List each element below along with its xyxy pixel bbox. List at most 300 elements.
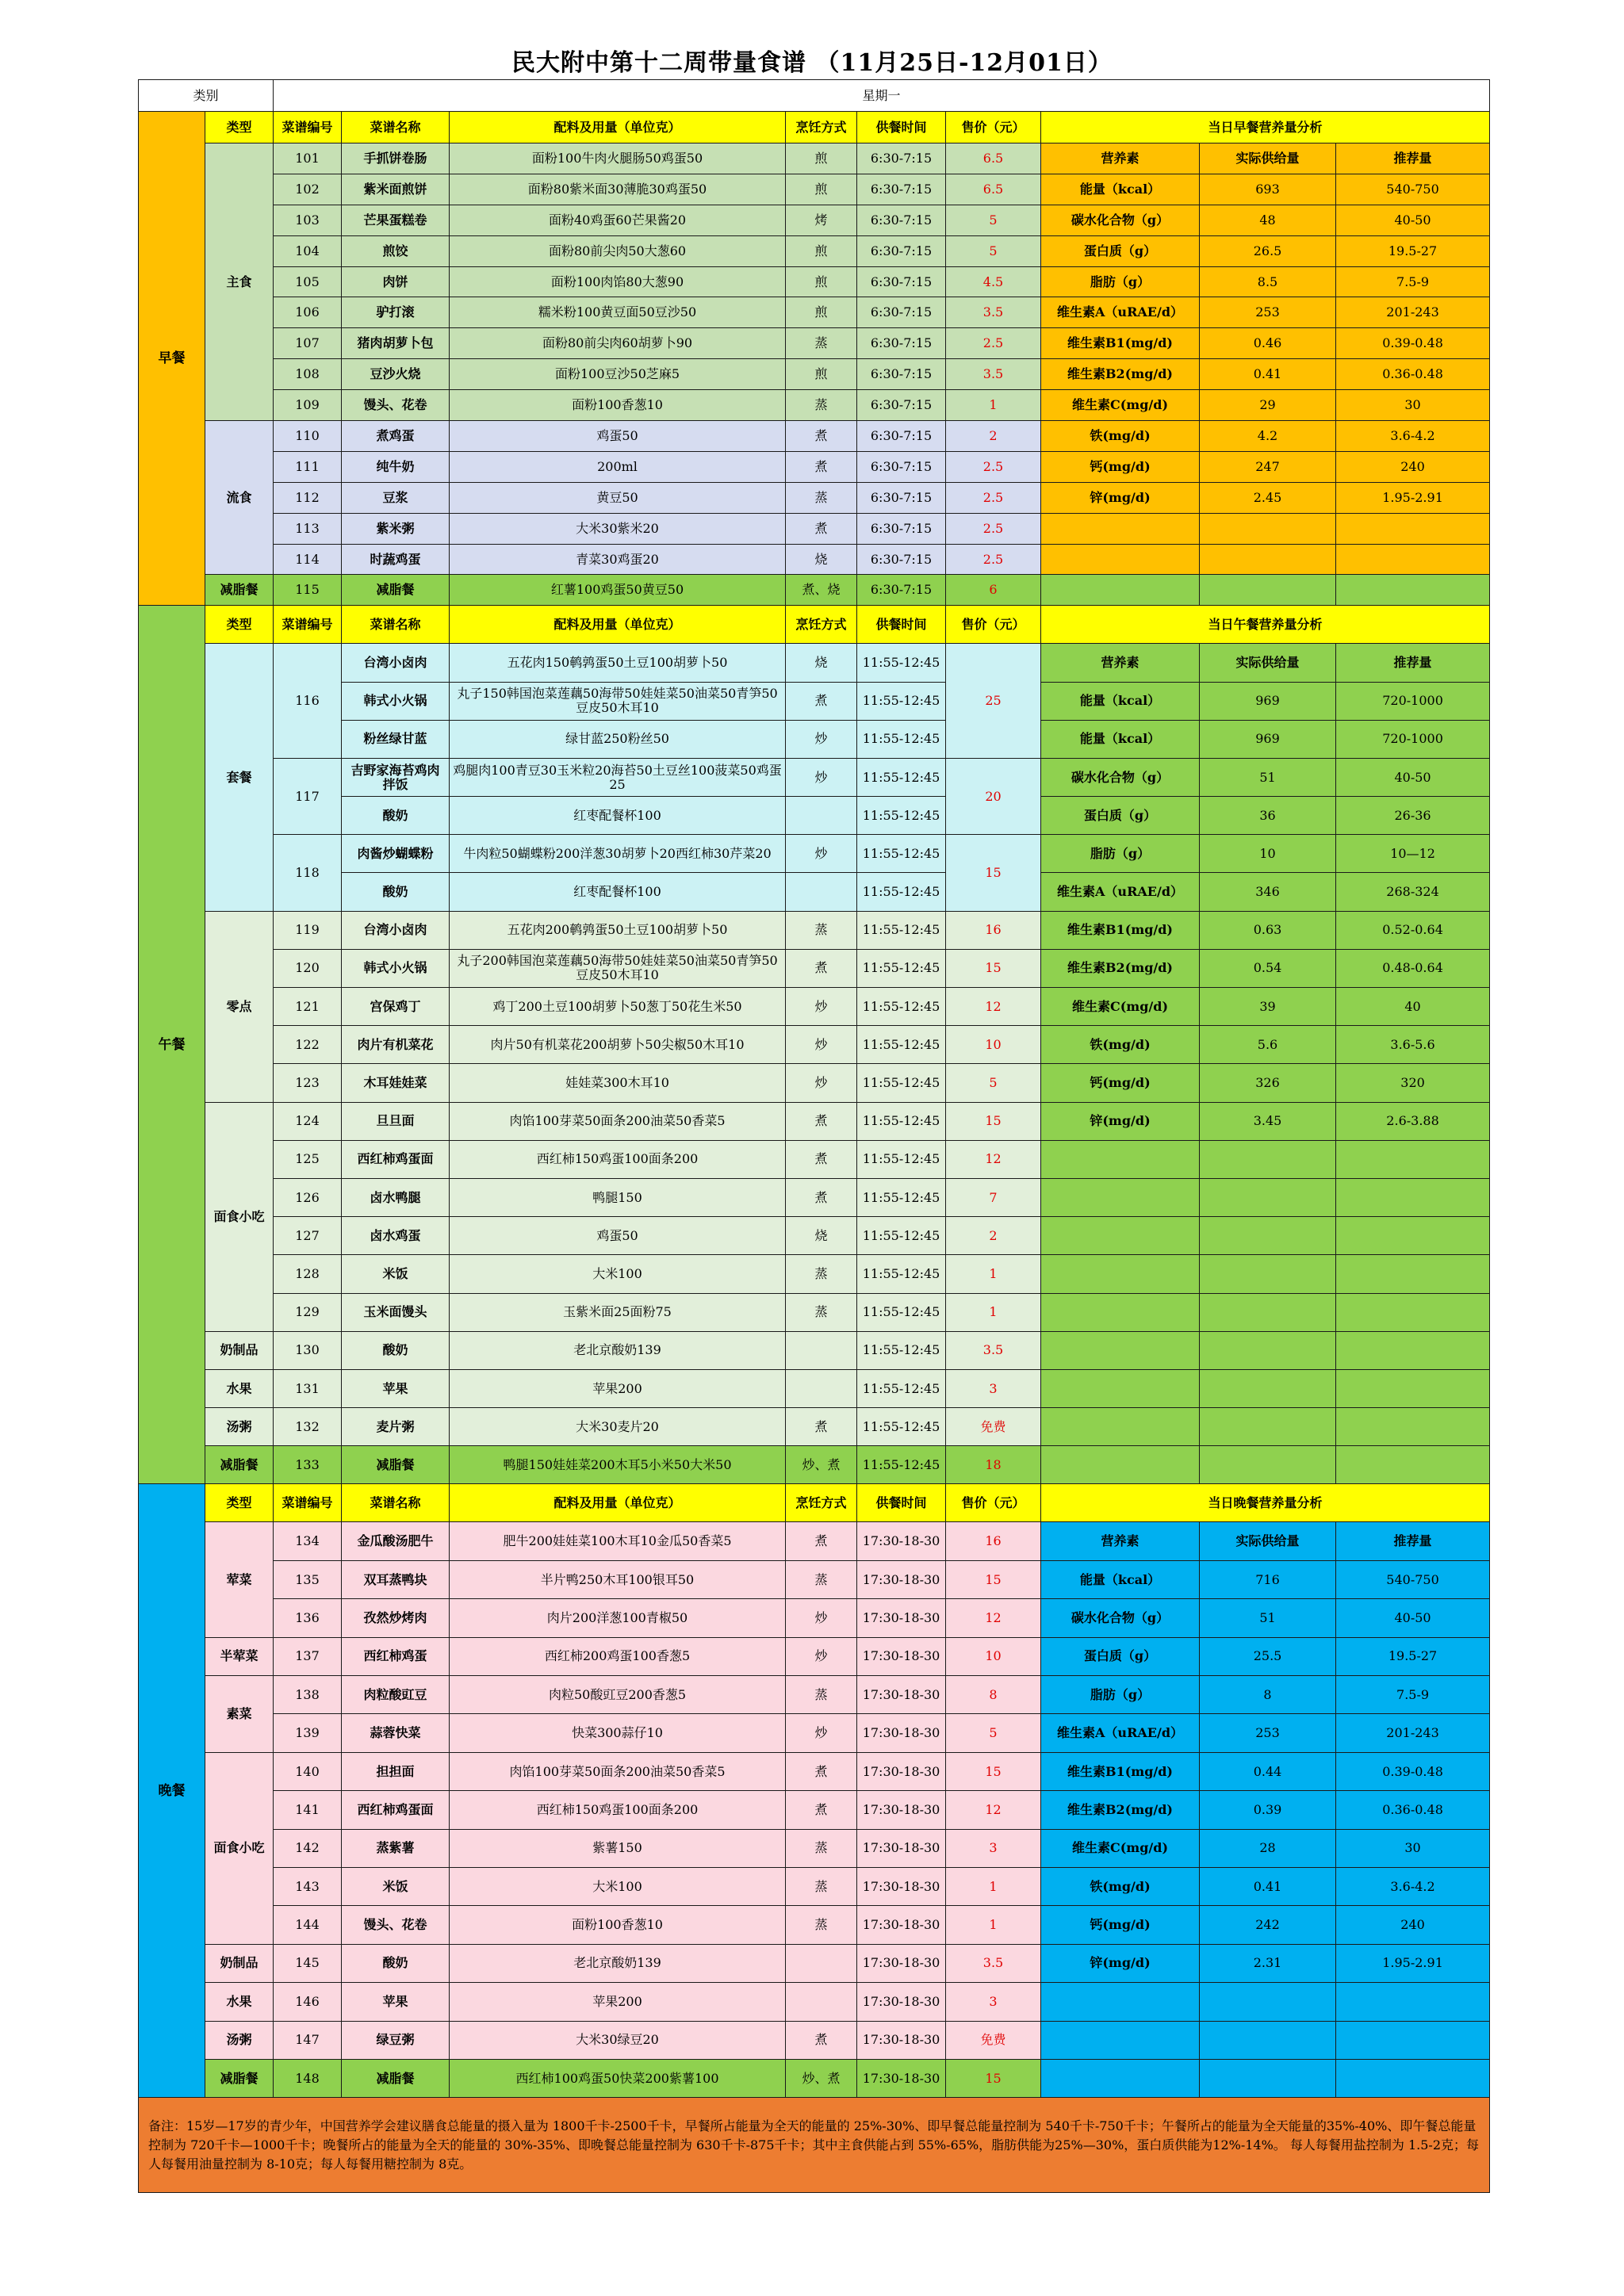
nutrient-actual: 969 xyxy=(1200,720,1336,758)
item-ingredients: 牛肉粒50蝴蝶粉200洋葱30胡萝卜20西红柿30芹菜20 xyxy=(450,835,786,873)
nutrient-empty xyxy=(1041,1331,1200,1369)
item-price: 5 xyxy=(946,205,1041,235)
table-row xyxy=(139,1522,1490,1560)
item-ingredients: 糯米粉100黄豆面50豆沙50 xyxy=(450,297,786,328)
item-price: 15 xyxy=(946,949,1041,987)
item-price: 20 xyxy=(946,758,1041,834)
nutrient-recommended: 19.5-27 xyxy=(1336,1637,1490,1675)
item-ingredients: 肉馅100芽菜50面条200油菜50香菜5 xyxy=(450,1102,786,1140)
item-price: 免费 xyxy=(946,2021,1041,2059)
item-time: 6:30-7:15 xyxy=(857,297,946,328)
nutrient-recommended: 30 xyxy=(1336,390,1490,421)
item-code: 123 xyxy=(274,1064,342,1102)
table-row xyxy=(139,911,1490,949)
nutrient-empty xyxy=(1336,1178,1490,1216)
nutrient-actual: 2.31 xyxy=(1200,1944,1336,1982)
nutrient-name: 维生素A（uRAE/d） xyxy=(1041,1714,1200,1752)
nutrient-recommended: 720-1000 xyxy=(1336,720,1490,758)
nutrient-empty xyxy=(1041,2021,1200,2059)
nutrient-empty xyxy=(1200,1217,1336,1255)
nutrient-actual: 28 xyxy=(1200,1829,1336,1867)
item-method: 炒、煮 xyxy=(786,1446,857,1484)
item-code: 106 xyxy=(274,297,342,328)
item-time: 11:55-12:45 xyxy=(857,1026,946,1064)
item-code: 120 xyxy=(274,949,342,987)
table-row xyxy=(139,1140,1490,1178)
item-price: 3.5 xyxy=(946,1331,1041,1369)
item-price: 3 xyxy=(946,1829,1041,1867)
item-method: 烧 xyxy=(786,1217,857,1255)
item-type: 流食 xyxy=(205,421,274,575)
nutrient-actual: 969 xyxy=(1200,682,1336,720)
item-name: 馒头、花卷 xyxy=(342,390,450,421)
name-header: 菜谱名称 xyxy=(342,112,450,144)
nutrient-empty xyxy=(1200,1140,1336,1178)
menu-table xyxy=(138,79,1490,2193)
nutrient-name: 锌(mg/d) xyxy=(1041,482,1200,513)
table-row xyxy=(139,720,1490,758)
item-code: 143 xyxy=(274,1868,342,1906)
table-row xyxy=(139,482,1490,513)
item-method: 煮 xyxy=(786,682,857,720)
item-time: 17:30-18-30 xyxy=(857,1944,946,1982)
nutrient-actual: 0.44 xyxy=(1200,1752,1336,1790)
nutrient-empty xyxy=(1336,1293,1490,1331)
nutrient-empty xyxy=(1200,1178,1336,1216)
item-price: 12 xyxy=(946,1599,1041,1637)
table-row xyxy=(139,1446,1490,1484)
table-row xyxy=(139,513,1490,544)
item-ingredients: 200ml xyxy=(450,451,786,482)
item-method: 煮、烧 xyxy=(786,575,857,606)
item-method: 炒、煮 xyxy=(786,2059,857,2097)
nutrient-empty xyxy=(1200,1408,1336,1446)
item-price: 15 xyxy=(946,835,1041,911)
table-row xyxy=(139,797,1490,835)
nutrient-recommended: 240 xyxy=(1336,1906,1490,1944)
nutrient-name: 能量（kcal） xyxy=(1041,682,1200,720)
item-code: 137 xyxy=(274,1637,342,1675)
item-ingredients: 西红柿200鸡蛋100香葱5 xyxy=(450,1637,786,1675)
item-price: 6.5 xyxy=(946,174,1041,205)
nutrient-recommended: 0.39-0.48 xyxy=(1336,1752,1490,1790)
item-price: 15 xyxy=(946,1752,1041,1790)
meal-label: 早餐 xyxy=(139,112,205,606)
item-method: 炒 xyxy=(786,1026,857,1064)
nutrient-name: 维生素C(mg/d) xyxy=(1041,988,1200,1026)
item-time: 6:30-7:15 xyxy=(857,359,946,390)
nutrient-recommended: 19.5-27 xyxy=(1336,235,1490,266)
item-price: 2.5 xyxy=(946,451,1041,482)
item-price: 3.5 xyxy=(946,359,1041,390)
item-ingredients: 绿甘蓝250粉丝50 xyxy=(450,720,786,758)
item-method: 煮 xyxy=(786,2021,857,2059)
item-name: 芒果蛋糕卷 xyxy=(342,205,450,235)
item-name: 酸奶 xyxy=(342,1944,450,1982)
item-type: 面食小吃 xyxy=(205,1752,274,1944)
item-name: 台湾小卤肉 xyxy=(342,644,450,682)
item-time: 6:30-7:15 xyxy=(857,144,946,174)
item-type: 素菜 xyxy=(205,1676,274,1753)
item-time: 11:55-12:45 xyxy=(857,682,946,720)
table-row xyxy=(139,1255,1490,1293)
nutrient-actual: 26.5 xyxy=(1200,235,1336,266)
item-price: 12 xyxy=(946,988,1041,1026)
item-method: 煮 xyxy=(786,1408,857,1446)
item-ingredients: 面粉100香葱10 xyxy=(450,390,786,421)
item-code: 122 xyxy=(274,1026,342,1064)
item-method: 炒 xyxy=(786,835,857,873)
item-name: 吉野家海苔鸡肉拌饭 xyxy=(342,758,450,796)
nutrient-recommended: 3.6-5.6 xyxy=(1336,1026,1490,1064)
item-time: 17:30-18-30 xyxy=(857,1791,946,1829)
item-ingredients: 西红柿100鸡蛋50快菜200紫薯100 xyxy=(450,2059,786,2097)
table-row xyxy=(139,1560,1490,1598)
item-price: 6 xyxy=(946,575,1041,606)
recommended-col-header: 推荐量 xyxy=(1336,1522,1490,1560)
item-time: 17:30-18-30 xyxy=(857,1829,946,1867)
item-ingredients: 快菜300蒜仔10 xyxy=(450,1714,786,1752)
item-code: 118 xyxy=(274,835,342,911)
nutrient-empty xyxy=(1041,1293,1200,1331)
nutrient-empty xyxy=(1336,2021,1490,2059)
item-code: 102 xyxy=(274,174,342,205)
nutrient-actual: 0.39 xyxy=(1200,1791,1336,1829)
item-time: 17:30-18-30 xyxy=(857,1868,946,1906)
nutrient-actual: 0.46 xyxy=(1200,328,1336,359)
item-time: 17:30-18-30 xyxy=(857,1983,946,2021)
table-row xyxy=(139,606,1490,644)
item-ingredients: 大米30麦片20 xyxy=(450,1408,786,1446)
nutrient-name: 维生素B2(mg/d) xyxy=(1041,359,1200,390)
nutrient-empty xyxy=(1200,575,1336,606)
nutrient-recommended: 0.36-0.48 xyxy=(1336,1791,1490,1829)
nutrient-recommended: 268-324 xyxy=(1336,873,1490,911)
nutrient-empty xyxy=(1336,513,1490,544)
item-ingredients: 大米30紫米20 xyxy=(450,513,786,544)
nutrient-actual: 0.41 xyxy=(1200,1868,1336,1906)
item-name: 玉米面馒头 xyxy=(342,1293,450,1331)
item-type: 荤菜 xyxy=(205,1522,274,1637)
item-ingredients: 面粉80紫米面30薄脆30鸡蛋50 xyxy=(450,174,786,205)
item-method: 炒 xyxy=(786,988,857,1026)
nutrient-empty xyxy=(1336,1255,1490,1293)
table-row xyxy=(139,2059,1490,2097)
item-price: 15 xyxy=(946,2059,1041,2097)
item-name: 减脂餐 xyxy=(342,575,450,606)
item-price: 2.5 xyxy=(946,544,1041,575)
item-method: 烤 xyxy=(786,205,857,235)
nutrient-empty xyxy=(1041,1178,1200,1216)
item-time: 11:55-12:45 xyxy=(857,873,946,911)
nutrient-recommended: 3.6-4.2 xyxy=(1336,421,1490,452)
table-row xyxy=(139,390,1490,421)
item-time: 11:55-12:45 xyxy=(857,1255,946,1293)
nutrient-recommended: 240 xyxy=(1336,451,1490,482)
nutrient-empty xyxy=(1041,1446,1200,1484)
code-header: 菜谱编号 xyxy=(274,606,342,644)
item-price: 2.5 xyxy=(946,513,1041,544)
item-time: 11:55-12:45 xyxy=(857,1331,946,1369)
nutrient-name: 维生素C(mg/d) xyxy=(1041,1829,1200,1867)
item-name: 粉丝绿甘蓝 xyxy=(342,720,450,758)
nutrient-recommended: 10—12 xyxy=(1336,835,1490,873)
nutrient-actual: 36 xyxy=(1200,797,1336,835)
table-row xyxy=(139,1637,1490,1675)
method-header: 烹饪方式 xyxy=(786,112,857,144)
table-row xyxy=(139,451,1490,482)
table-row xyxy=(139,1331,1490,1369)
nutrient-recommended: 26-36 xyxy=(1336,797,1490,835)
item-name: 紫米粥 xyxy=(342,513,450,544)
item-ingredients: 肉粒50酸豇豆200香葱5 xyxy=(450,1676,786,1714)
nutrition-analysis-title: 当日早餐营养量分析 xyxy=(1041,112,1490,144)
item-method: 蒸 xyxy=(786,1868,857,1906)
item-ingredients: 红枣配餐杯100 xyxy=(450,873,786,911)
item-name: 肉片有机菜花 xyxy=(342,1026,450,1064)
nutrient-name: 铁(mg/d) xyxy=(1041,421,1200,452)
item-method: 蒸 xyxy=(786,482,857,513)
table-row xyxy=(139,988,1490,1026)
table-row xyxy=(139,644,1490,682)
meal-label: 晚餐 xyxy=(139,1484,205,2098)
item-method: 煮 xyxy=(786,1752,857,1790)
nutrient-recommended: 2.6-3.88 xyxy=(1336,1102,1490,1140)
nutrient-col-header: 营养素 xyxy=(1041,1522,1200,1560)
item-method: 蒸 xyxy=(786,1255,857,1293)
item-code: 116 xyxy=(274,644,342,759)
item-ingredients: 半片鸭250木耳100银耳50 xyxy=(450,1560,786,1598)
nutrient-recommended: 720-1000 xyxy=(1336,682,1490,720)
nutrient-recommended: 320 xyxy=(1336,1064,1490,1102)
item-method: 煮 xyxy=(786,949,857,987)
nutrition-analysis-title: 当日午餐营养量分析 xyxy=(1041,606,1490,644)
item-method xyxy=(786,1369,857,1407)
item-price: 2.5 xyxy=(946,482,1041,513)
nutrient-name: 维生素B2(mg/d) xyxy=(1041,949,1200,987)
table-row xyxy=(139,2098,1490,2193)
nutrient-recommended: 40-50 xyxy=(1336,1599,1490,1637)
item-method: 煮 xyxy=(786,1522,857,1560)
item-ingredients: 肉片200洋葱100青椒50 xyxy=(450,1599,786,1637)
time-header: 供餐时间 xyxy=(857,606,946,644)
item-time: 17:30-18-30 xyxy=(857,1522,946,1560)
item-price: 15 xyxy=(946,1102,1041,1140)
nutrient-name: 锌(mg/d) xyxy=(1041,1102,1200,1140)
item-name: 宫保鸡丁 xyxy=(342,988,450,1026)
table-row xyxy=(139,2021,1490,2059)
item-method xyxy=(786,1331,857,1369)
nutrient-name: 锌(mg/d) xyxy=(1041,1944,1200,1982)
item-method: 炒 xyxy=(786,720,857,758)
item-method: 煎 xyxy=(786,297,857,328)
nutrient-empty xyxy=(1041,1983,1200,2021)
item-method: 煮 xyxy=(786,1178,857,1216)
item-code: 133 xyxy=(274,1446,342,1484)
table-row xyxy=(139,297,1490,328)
item-method xyxy=(786,1944,857,1982)
item-code: 104 xyxy=(274,235,342,266)
item-time: 17:30-18-30 xyxy=(857,2021,946,2059)
nutrient-recommended: 40-50 xyxy=(1336,758,1490,796)
item-code: 135 xyxy=(274,1560,342,1598)
item-price: 5 xyxy=(946,1714,1041,1752)
method-header: 烹饪方式 xyxy=(786,1484,857,1522)
item-name: 绿豆粥 xyxy=(342,2021,450,2059)
item-code: 132 xyxy=(274,1408,342,1446)
nutrient-name: 铁(mg/d) xyxy=(1041,1026,1200,1064)
item-method: 煮 xyxy=(786,421,857,452)
item-type: 减脂餐 xyxy=(205,1446,274,1484)
nutrient-name: 脂肪（g） xyxy=(1041,1676,1200,1714)
nutrient-recommended: 540-750 xyxy=(1336,174,1490,205)
item-name: 苹果 xyxy=(342,1983,450,2021)
item-method: 炒 xyxy=(786,1637,857,1675)
table-row xyxy=(139,266,1490,297)
item-time: 6:30-7:15 xyxy=(857,235,946,266)
item-name: 苹果 xyxy=(342,1369,450,1407)
item-name: 猪肉胡萝卜包 xyxy=(342,328,450,359)
nutrient-name: 能量（kcal） xyxy=(1041,720,1200,758)
item-ingredients: 苹果200 xyxy=(450,1983,786,2021)
item-name: 双耳蒸鸭块 xyxy=(342,1560,450,1598)
item-ingredients: 丸子150韩国泡菜莲藕50海带50娃娃菜50油菜50青笋50豆皮50木耳10 xyxy=(450,682,786,720)
item-name: 酸奶 xyxy=(342,1331,450,1369)
table-row xyxy=(139,205,1490,235)
nutrient-actual: 3.45 xyxy=(1200,1102,1336,1140)
nutrient-empty xyxy=(1336,1331,1490,1369)
item-code: 141 xyxy=(274,1791,342,1829)
item-method: 煎 xyxy=(786,359,857,390)
item-time: 6:30-7:15 xyxy=(857,328,946,359)
nutrient-empty xyxy=(1041,544,1200,575)
name-header: 菜谱名称 xyxy=(342,1484,450,1522)
nutrient-actual: 51 xyxy=(1200,758,1336,796)
nutrient-actual: 5.6 xyxy=(1200,1026,1336,1064)
item-name: 台湾小卤肉 xyxy=(342,911,450,949)
table-row xyxy=(139,835,1490,873)
item-ingredients: 鸡蛋50 xyxy=(450,421,786,452)
item-code: 117 xyxy=(274,758,342,834)
table-row xyxy=(139,1714,1490,1752)
nutrient-empty xyxy=(1336,1140,1490,1178)
item-name: 纯牛奶 xyxy=(342,451,450,482)
nutrient-empty xyxy=(1200,513,1336,544)
item-price: 1 xyxy=(946,1868,1041,1906)
type-header: 类型 xyxy=(205,606,274,644)
time-header: 供餐时间 xyxy=(857,112,946,144)
item-price: 3 xyxy=(946,1983,1041,2021)
item-code: 134 xyxy=(274,1522,342,1560)
item-method: 煮 xyxy=(786,1791,857,1829)
item-ingredients: 苹果200 xyxy=(450,1369,786,1407)
nutrient-empty xyxy=(1200,1331,1336,1369)
item-price: 16 xyxy=(946,911,1041,949)
nutrient-actual: 693 xyxy=(1200,174,1336,205)
nutrient-actual: 8 xyxy=(1200,1676,1336,1714)
item-code: 107 xyxy=(274,328,342,359)
ingredients-header: 配料及用量（单位克） xyxy=(450,112,786,144)
item-price: 1 xyxy=(946,1906,1041,1944)
type-header: 类型 xyxy=(205,1484,274,1522)
item-code: 105 xyxy=(274,266,342,297)
item-method: 烧 xyxy=(786,644,857,682)
item-time: 17:30-18-30 xyxy=(857,1752,946,1790)
table-row xyxy=(139,544,1490,575)
item-name: 手抓饼卷肠 xyxy=(342,144,450,174)
nutrient-name: 维生素A（uRAE/d） xyxy=(1041,873,1200,911)
code-header: 菜谱编号 xyxy=(274,1484,342,1522)
nutrient-recommended: 0.36-0.48 xyxy=(1336,359,1490,390)
item-method: 炒 xyxy=(786,1714,857,1752)
item-time: 6:30-7:15 xyxy=(857,266,946,297)
item-code: 109 xyxy=(274,390,342,421)
item-name: 孜然炒烤肉 xyxy=(342,1599,450,1637)
item-name: 西红柿鸡蛋 xyxy=(342,1637,450,1675)
item-ingredients: 大米100 xyxy=(450,1868,786,1906)
item-code: 125 xyxy=(274,1140,342,1178)
item-method: 蒸 xyxy=(786,1906,857,1944)
name-header: 菜谱名称 xyxy=(342,606,450,644)
item-type: 水果 xyxy=(205,1983,274,2021)
item-price: 3.5 xyxy=(946,1944,1041,1982)
nutrient-actual: 242 xyxy=(1200,1906,1336,1944)
item-code: 126 xyxy=(274,1178,342,1216)
item-time: 11:55-12:45 xyxy=(857,644,946,682)
nutrient-empty xyxy=(1336,1408,1490,1446)
table-row xyxy=(139,1102,1490,1140)
nutrient-recommended: 0.48-0.64 xyxy=(1336,949,1490,987)
item-method: 蒸 xyxy=(786,390,857,421)
item-time: 6:30-7:15 xyxy=(857,451,946,482)
item-time: 11:55-12:45 xyxy=(857,1217,946,1255)
item-ingredients: 娃娃菜300木耳10 xyxy=(450,1064,786,1102)
nutrient-actual: 8.5 xyxy=(1200,266,1336,297)
nutrient-empty xyxy=(1336,1446,1490,1484)
category-header: 类别 xyxy=(139,80,274,112)
nutrient-name: 钙(mg/d) xyxy=(1041,1064,1200,1102)
item-method: 蒸 xyxy=(786,1293,857,1331)
table-row xyxy=(139,682,1490,720)
nutrient-actual: 247 xyxy=(1200,451,1336,482)
price-header: 售价（元） xyxy=(946,606,1041,644)
nutrient-actual: 716 xyxy=(1200,1560,1336,1598)
recommended-col-header: 推荐量 xyxy=(1336,144,1490,174)
weekday-header: 星期一 xyxy=(274,80,1490,112)
item-code: 147 xyxy=(274,2021,342,2059)
item-type: 面食小吃 xyxy=(205,1102,274,1331)
item-price: 15 xyxy=(946,1560,1041,1598)
nutrient-empty xyxy=(1336,2059,1490,2097)
item-code: 127 xyxy=(274,1217,342,1255)
code-header: 菜谱编号 xyxy=(274,112,342,144)
item-price: 1 xyxy=(946,1293,1041,1331)
item-method: 蒸 xyxy=(786,1560,857,1598)
nutrient-actual: 346 xyxy=(1200,873,1336,911)
nutrient-empty xyxy=(1041,1408,1200,1446)
item-name: 馒头、花卷 xyxy=(342,1906,450,1944)
item-code: 113 xyxy=(274,513,342,544)
item-time: 11:55-12:45 xyxy=(857,1102,946,1140)
nutrient-recommended: 1.95-2.91 xyxy=(1336,1944,1490,1982)
item-time: 11:55-12:45 xyxy=(857,1446,946,1484)
item-ingredients: 面粉100牛肉火腿肠50鸡蛋50 xyxy=(450,144,786,174)
item-time: 17:30-18-30 xyxy=(857,1560,946,1598)
item-method: 烧 xyxy=(786,544,857,575)
item-time: 6:30-7:15 xyxy=(857,544,946,575)
item-price: 18 xyxy=(946,1446,1041,1484)
nutrient-actual: 253 xyxy=(1200,297,1336,328)
